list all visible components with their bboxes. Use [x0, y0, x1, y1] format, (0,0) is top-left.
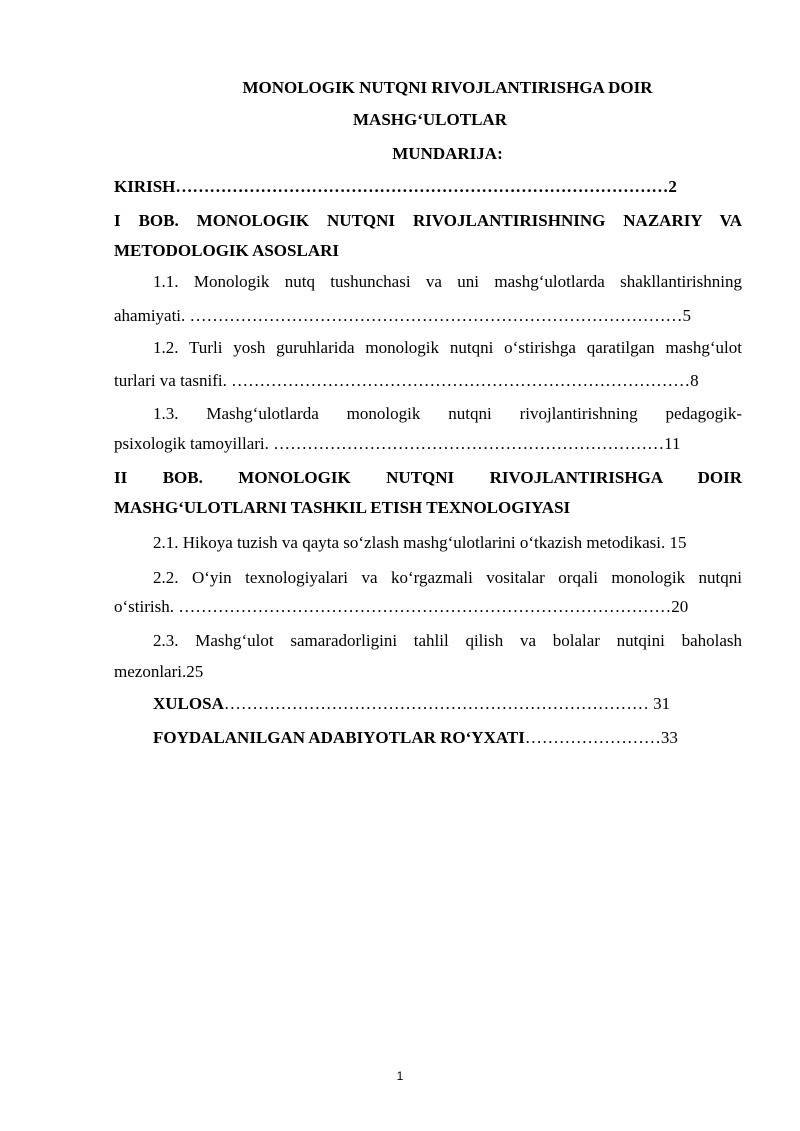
toc-references-label: FOYDALANILGAN ADABIYOTLAR RO‘YXATI [153, 728, 525, 747]
toc-entry-references [153, 728, 678, 748]
toc-references-leader: ……………………33 [524, 728, 678, 747]
toc-section-1-2-line2: turlari va tasnifi. ………………………………………………………………………8 [114, 371, 699, 390]
toc-section-1-2-line1: 1.2. Turli yosh guruhlarida monologik nutqni o‘stirishga qaratilgan mashg‘ulot [153, 338, 742, 357]
toc-xulosa-label: XULOSA [153, 694, 224, 713]
toc-xulosa-leader: ………………………………………………………………… 31 [223, 694, 671, 713]
toc-section-1-1-line1: 1.1. Monologik nutq tushunchasi va uni mashg‘ulotlarda shakllantirishning [153, 272, 742, 291]
toc-entry-kirish [114, 177, 677, 197]
toc-section-2-2-line2: o‘stirish. ……………………………………………………………………………20 [114, 597, 689, 616]
toc-section-1-1-line2: ahamiyati. ……………………………………………………………………………5 [114, 306, 692, 325]
toc-kirish-text: KIRISH……………………………………………………………………………2 [114, 177, 677, 196]
toc-chapter2-line2: MASHG‘ULOTLARNI TASHKIL ETISH TEXNOLOGIYASI [114, 498, 571, 517]
toc-section-2-3-line1: 2.3. Mashg‘ulot samaradorligini tahlil qilish va bolalar nutqini baholash [153, 631, 742, 650]
toc-chapter2-line1: II BOB. MONOLOGIK NUTQNI RIVOJLANTIRISHGA DOIR [114, 468, 742, 487]
document-title-line-1: MONOLOGIK NUTQNI RIVOJLANTIRISHGA DOIR [242, 78, 653, 97]
document-title-line-2: MASHG‘ULOTLAR [353, 110, 507, 129]
toc-section-1-3-line1: 1.3. Mashg‘ulotlarda monologik nutqni rivojlantirishning pedagogik- [153, 404, 742, 423]
toc-section-2-2-line1: 2.2. O‘yin texnologiyalari va ko‘rgazmali vositalar orqali monologik nutqni [153, 568, 742, 587]
toc-chapter1-line1: I BOB. MONOLOGIK NUTQNI RIVOJLANTIRISHNING NAZARIY VA [114, 211, 742, 230]
toc-entry-xulosa [153, 694, 670, 714]
page-number: 1 [396, 1069, 404, 1083]
toc-section-1-3-line2: psixologik tamoyillari. ……………………………………………………………11 [114, 434, 681, 453]
contents-heading: MUNDARIJA: [392, 144, 503, 163]
toc-section-2-3-line2: mezonlari.25 [114, 662, 204, 681]
toc-chapter1-line2: METODOLOGIK ASOSLARI [114, 241, 339, 260]
toc-section-2-1: 2.1. Hikoya tuzish va qayta so‘zlash mashg‘ulotlarini o‘tkazish metodikasi. 15 [153, 533, 687, 552]
